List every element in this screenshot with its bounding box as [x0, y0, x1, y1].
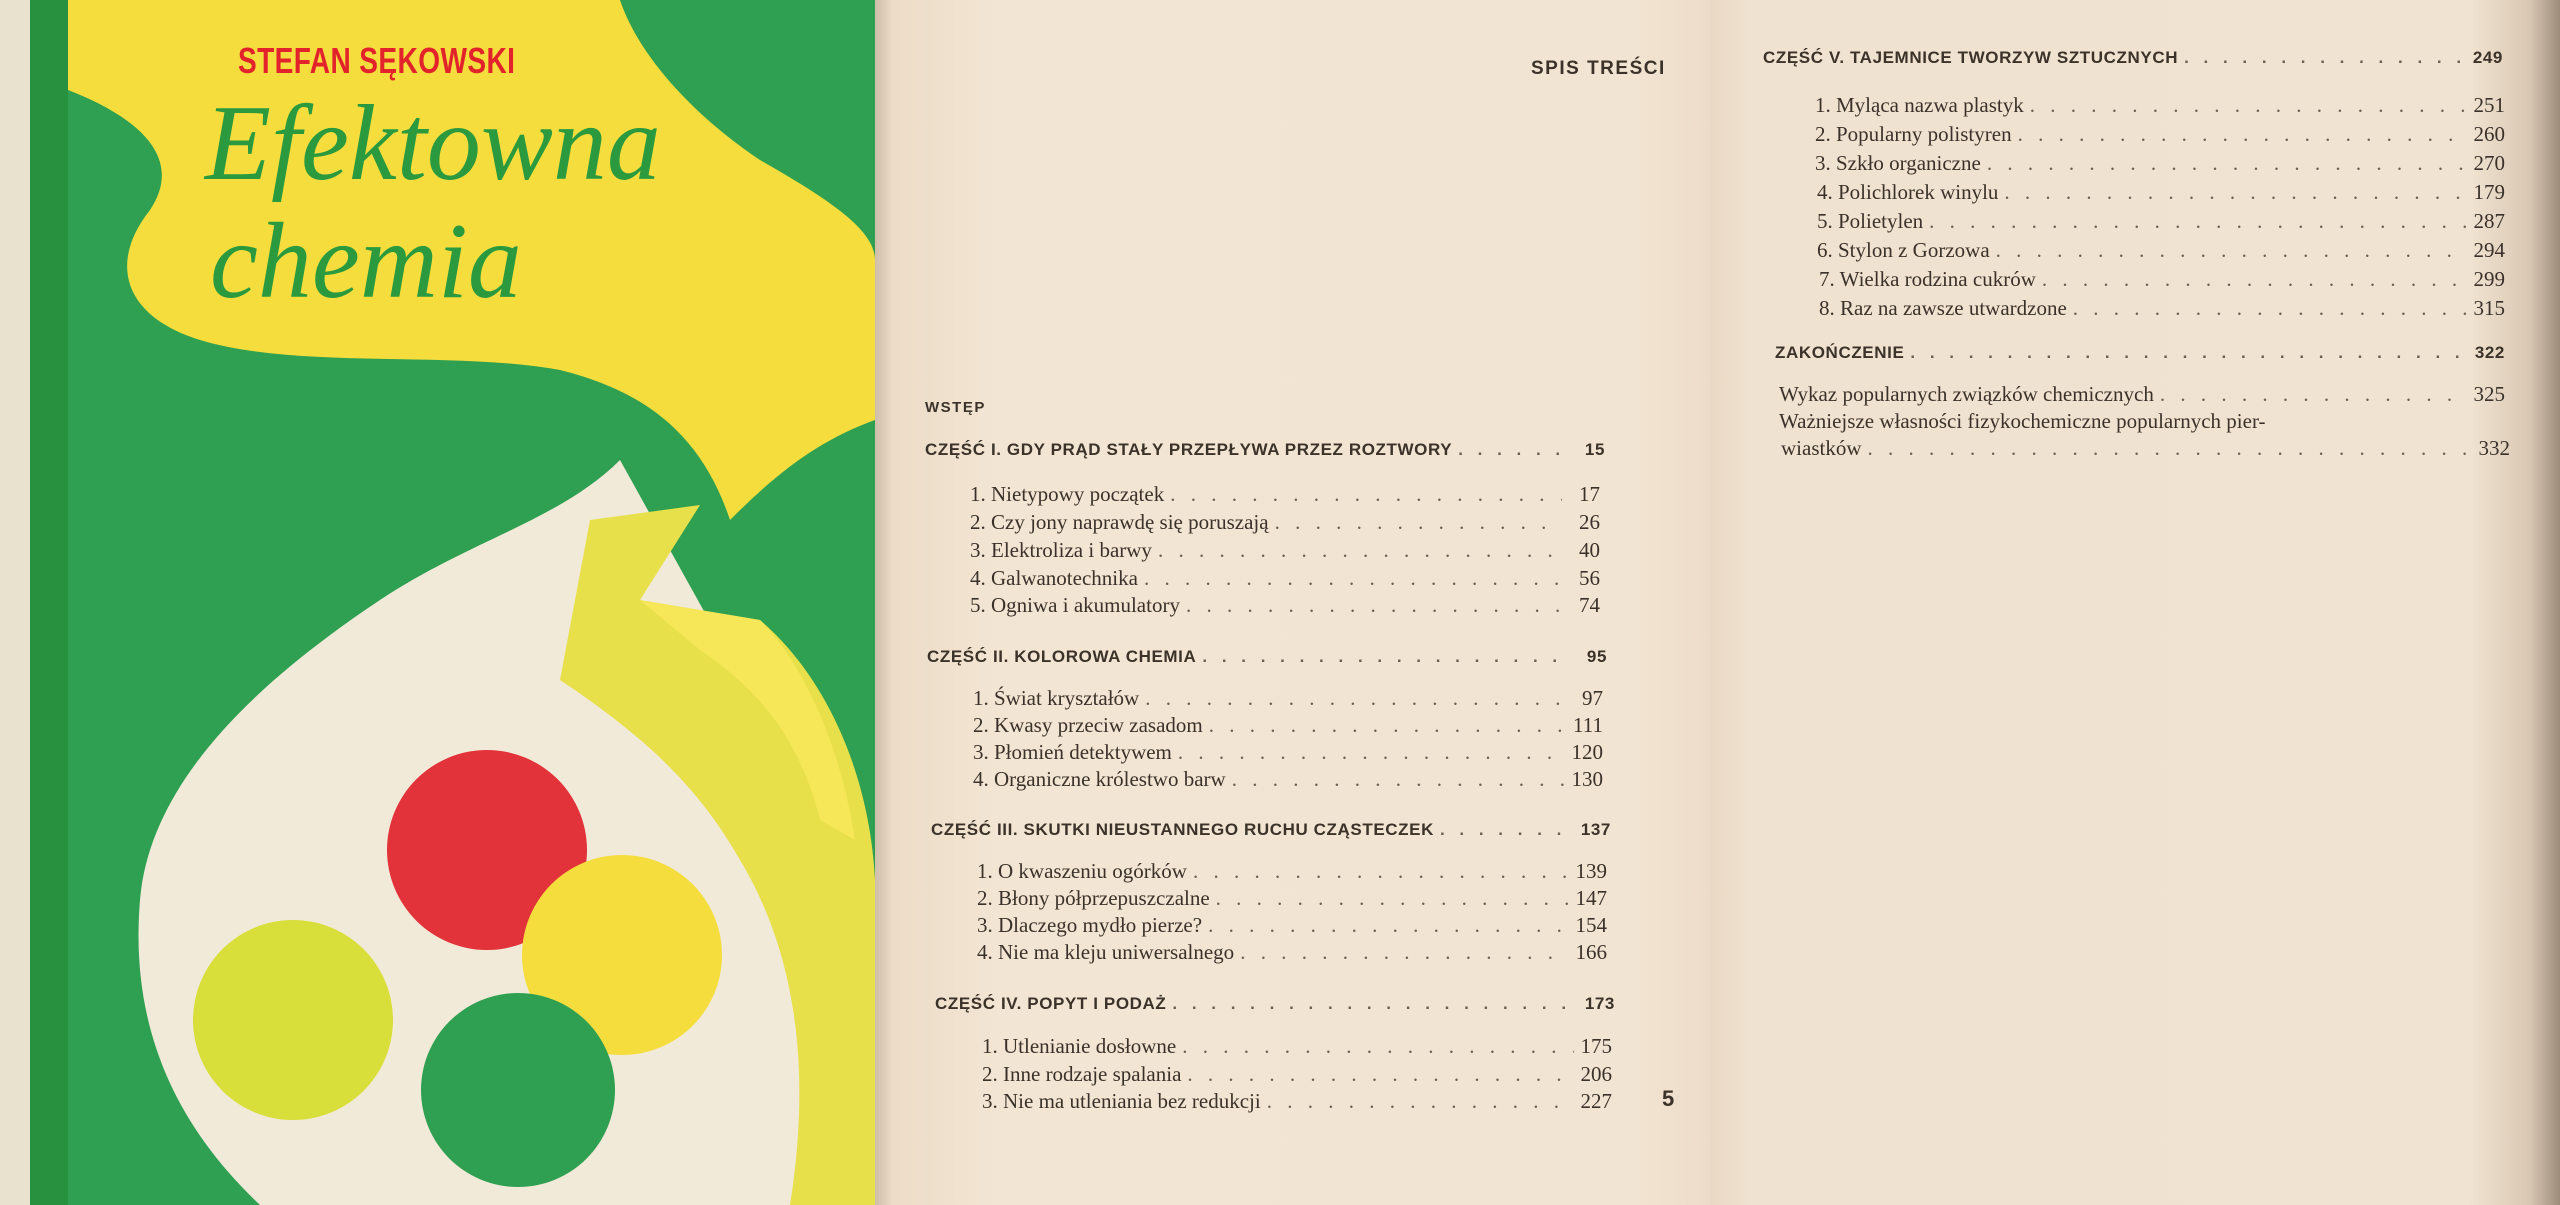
entry-title: 3. Elektroliza i barwy: [970, 538, 1152, 562]
leader-dots: [1275, 510, 1562, 535]
entry-title: 2. Kwasy przeciw zasadom: [973, 713, 1203, 737]
part-title: CZĘŚĆ II. KOLOROWA CHEMIA: [927, 647, 1197, 666]
entry-page: 26: [1579, 510, 1600, 534]
entry-title: 3. Nie ma utleniania bez redukcji: [982, 1089, 1261, 1113]
entry-title-line2: wiastków: [1781, 436, 1862, 460]
leader-dots: [1145, 686, 1565, 711]
entry-title: 5. Polietylen: [1817, 209, 1924, 233]
toc-part: [931, 820, 1611, 840]
leader-dots: [1208, 913, 1569, 938]
entry-title: 7. Wielka rodzina cukrów: [1819, 267, 2036, 291]
entry-page: 251: [2473, 93, 2505, 117]
part-page: 15: [1584, 440, 1605, 459]
toc-closing: [1775, 343, 2505, 363]
entry-page: 227: [1580, 1089, 1612, 1113]
toc-entry: [970, 510, 1600, 535]
lime-circle: [193, 920, 393, 1120]
leader-dots: [1182, 1034, 1574, 1059]
entry-title-line1: Ważniejsze własności fizykochemiczne popularnych pier-: [1779, 409, 2266, 433]
entry-title: 4. Nie ma kleju uniwersalnego: [977, 940, 1235, 964]
entry-page: 154: [1575, 913, 1607, 937]
entry-title: 3. Szkło organiczne: [1815, 151, 1981, 175]
toc-entry: [982, 1062, 1612, 1087]
toc-entry: [1779, 382, 2505, 407]
closing-title: ZAKOŃCZENIE: [1775, 343, 1905, 362]
toc-entry: [977, 940, 1607, 965]
toc-entry: [977, 859, 1607, 884]
entry-page: 97: [1582, 686, 1603, 710]
toc-entry: [982, 1034, 1612, 1059]
leader-dots: [1178, 740, 1565, 765]
entry-page: 120: [1571, 740, 1603, 764]
entry-page: 111: [1573, 713, 1603, 737]
toc-entry: [977, 913, 1607, 938]
entry-page: 17: [1579, 482, 1600, 506]
entry-title: 4. Galwanotechnika: [970, 566, 1138, 590]
leader-dots: [2073, 296, 2467, 321]
book-cover: [0, 0, 875, 1205]
leader-dots: [2030, 93, 2467, 118]
toc-entry: [1815, 122, 2505, 147]
part-page: 95: [1586, 647, 1607, 666]
part-title: CZĘŚĆ IV. POPYT I PODAŻ: [935, 994, 1167, 1013]
part-page: 249: [2472, 48, 2503, 67]
toc-entry: [973, 740, 1603, 765]
toc-entry: [1817, 180, 2505, 205]
toc-entry: [1819, 296, 2505, 321]
leader-dots: [1170, 482, 1562, 507]
entry-page: 294: [2473, 238, 2505, 262]
toc-part: [925, 440, 1605, 460]
toc-entry: [970, 566, 1600, 591]
toc-part: [1763, 48, 2503, 68]
leader-dots: [2004, 180, 2467, 205]
toc-entry: [1815, 93, 2505, 118]
leader-dots: [2042, 267, 2467, 292]
entry-title: 5. Ogniwa i akumulatory: [970, 593, 1180, 617]
toc-entry: [1781, 436, 2510, 461]
leader-dots: [1996, 238, 2467, 263]
toc-entry: [1817, 238, 2505, 263]
entry-page: 56: [1579, 566, 1600, 590]
closing-page: 322: [2474, 343, 2505, 362]
entry-page: 147: [1575, 886, 1607, 910]
toc-entry: [970, 482, 1600, 507]
toc-part: [927, 647, 1607, 667]
part-page: 137: [1580, 820, 1611, 839]
entry-page: 139: [1575, 859, 1607, 883]
toc-entry: [973, 713, 1603, 738]
entry-title: 3. Płomień detektywem: [973, 740, 1172, 764]
entry-title: 4. Organiczne królestwo barw: [973, 767, 1226, 791]
toc-entry: [970, 538, 1600, 563]
leader-dots: [1216, 886, 1569, 911]
entry-title: 2. Czy jony naprawdę się poruszają: [970, 510, 1269, 534]
entry-page: 74: [1579, 593, 1600, 617]
entry-title: 1. Utlenianie dosłowne: [982, 1034, 1177, 1058]
toc-heading: SPIS TREŚCI: [1531, 58, 1666, 79]
entry-page: 206: [1580, 1062, 1612, 1086]
entry-title: 2. Błony półprzepuszczalne: [977, 886, 1210, 910]
entry-title: 1. Nietypowy początek: [970, 482, 1165, 506]
entry-page: 175: [1580, 1034, 1612, 1058]
leader-dots: [1209, 713, 1565, 738]
part-title: CZĘŚĆ I. GDY PRĄD STAŁY PRZEPŁYWA PRZEZ ROZTWORY: [925, 440, 1453, 459]
toc-entry: [977, 886, 1607, 911]
leader-dots: [1144, 566, 1562, 591]
leader-dots: [1868, 436, 2473, 461]
green-circle: [421, 993, 615, 1187]
entry-title: 2. Inne rodzaje spalania: [982, 1062, 1182, 1086]
toc-entry: [1819, 267, 2505, 292]
entry-page: 130: [1571, 767, 1603, 791]
entry-title: 1. Myląca nazwa plastyk: [1815, 93, 2024, 117]
leader-dots: [1240, 940, 1569, 965]
toc-entry: [973, 767, 1603, 792]
toc-part: [935, 994, 1615, 1014]
page-number: 5: [1662, 1086, 1675, 1111]
entry-page: 166: [1575, 940, 1607, 964]
entry-page: 260: [2473, 122, 2505, 146]
entry-title: 1. Świat kryształów: [973, 686, 1140, 710]
part-page: 173: [1584, 994, 1615, 1013]
entry-title: 4. Polichlorek winylu: [1817, 180, 1999, 204]
cover-title: [205, 85, 661, 321]
cover-title-line2: chemia: [210, 202, 522, 321]
leader-dots: [1158, 538, 1562, 563]
leader-dots: [1232, 767, 1565, 792]
entry-page: 299: [2473, 267, 2505, 291]
cover-title-line1: Efektowna: [205, 84, 661, 203]
leader-dots: [1193, 859, 1569, 884]
cover-author: STEFAN SĘKOWSKI: [238, 40, 516, 81]
entry-page: 287: [2473, 209, 2505, 233]
entry-page: 325: [2473, 382, 2505, 406]
entry-page: 332: [2478, 436, 2510, 460]
leader-dots: [1458, 440, 1567, 460]
entry-title: Wykaz popularnych związków chemicznych: [1779, 382, 2154, 406]
leader-dots: [1440, 820, 1573, 840]
leader-dots: [1172, 994, 1577, 1014]
entry-title: 2. Popularny polistyren: [1815, 122, 2012, 146]
toc-entry: [982, 1089, 1612, 1114]
toc-entry: [1815, 151, 2505, 176]
leader-dots: [1267, 1089, 1574, 1114]
entry-title: 8. Raz na zawsze utwardzone: [1819, 296, 2067, 320]
toc-entry: [970, 593, 1600, 618]
entry-title: 1. O kwaszeniu ogórków: [977, 859, 1187, 883]
leader-dots: [2184, 48, 2465, 68]
leader-dots: [1187, 1062, 1574, 1087]
leader-dots: [2018, 122, 2467, 147]
leader-dots: [1186, 593, 1562, 618]
entry-page: 270: [2473, 151, 2505, 175]
part-title: CZĘŚĆ V. TAJEMNICE TWORZYW SZTUCZNYCH: [1763, 48, 2179, 67]
leader-dots: [1910, 343, 2467, 363]
toc-entry: [1817, 209, 2505, 234]
entry-page: 179: [2473, 180, 2505, 204]
leader-dots: [1929, 209, 2467, 234]
entry-title: 3. Dlaczego mydło pierze?: [977, 913, 1203, 937]
leader-dots: [2160, 382, 2467, 407]
entry-title: 6. Stylon z Gorzowa: [1817, 238, 1990, 262]
leader-dots: [1987, 151, 2467, 176]
entry-page: 40: [1579, 538, 1600, 562]
toc-entry: [973, 686, 1603, 711]
leader-dots: [1202, 647, 1569, 667]
entry-page: 315: [2473, 296, 2505, 320]
toc-intro: WSTĘP: [925, 399, 986, 416]
part-title: CZĘŚĆ III. SKUTKI NIEUSTANNEGO RUCHU CZĄSTECZEK: [931, 820, 1434, 839]
